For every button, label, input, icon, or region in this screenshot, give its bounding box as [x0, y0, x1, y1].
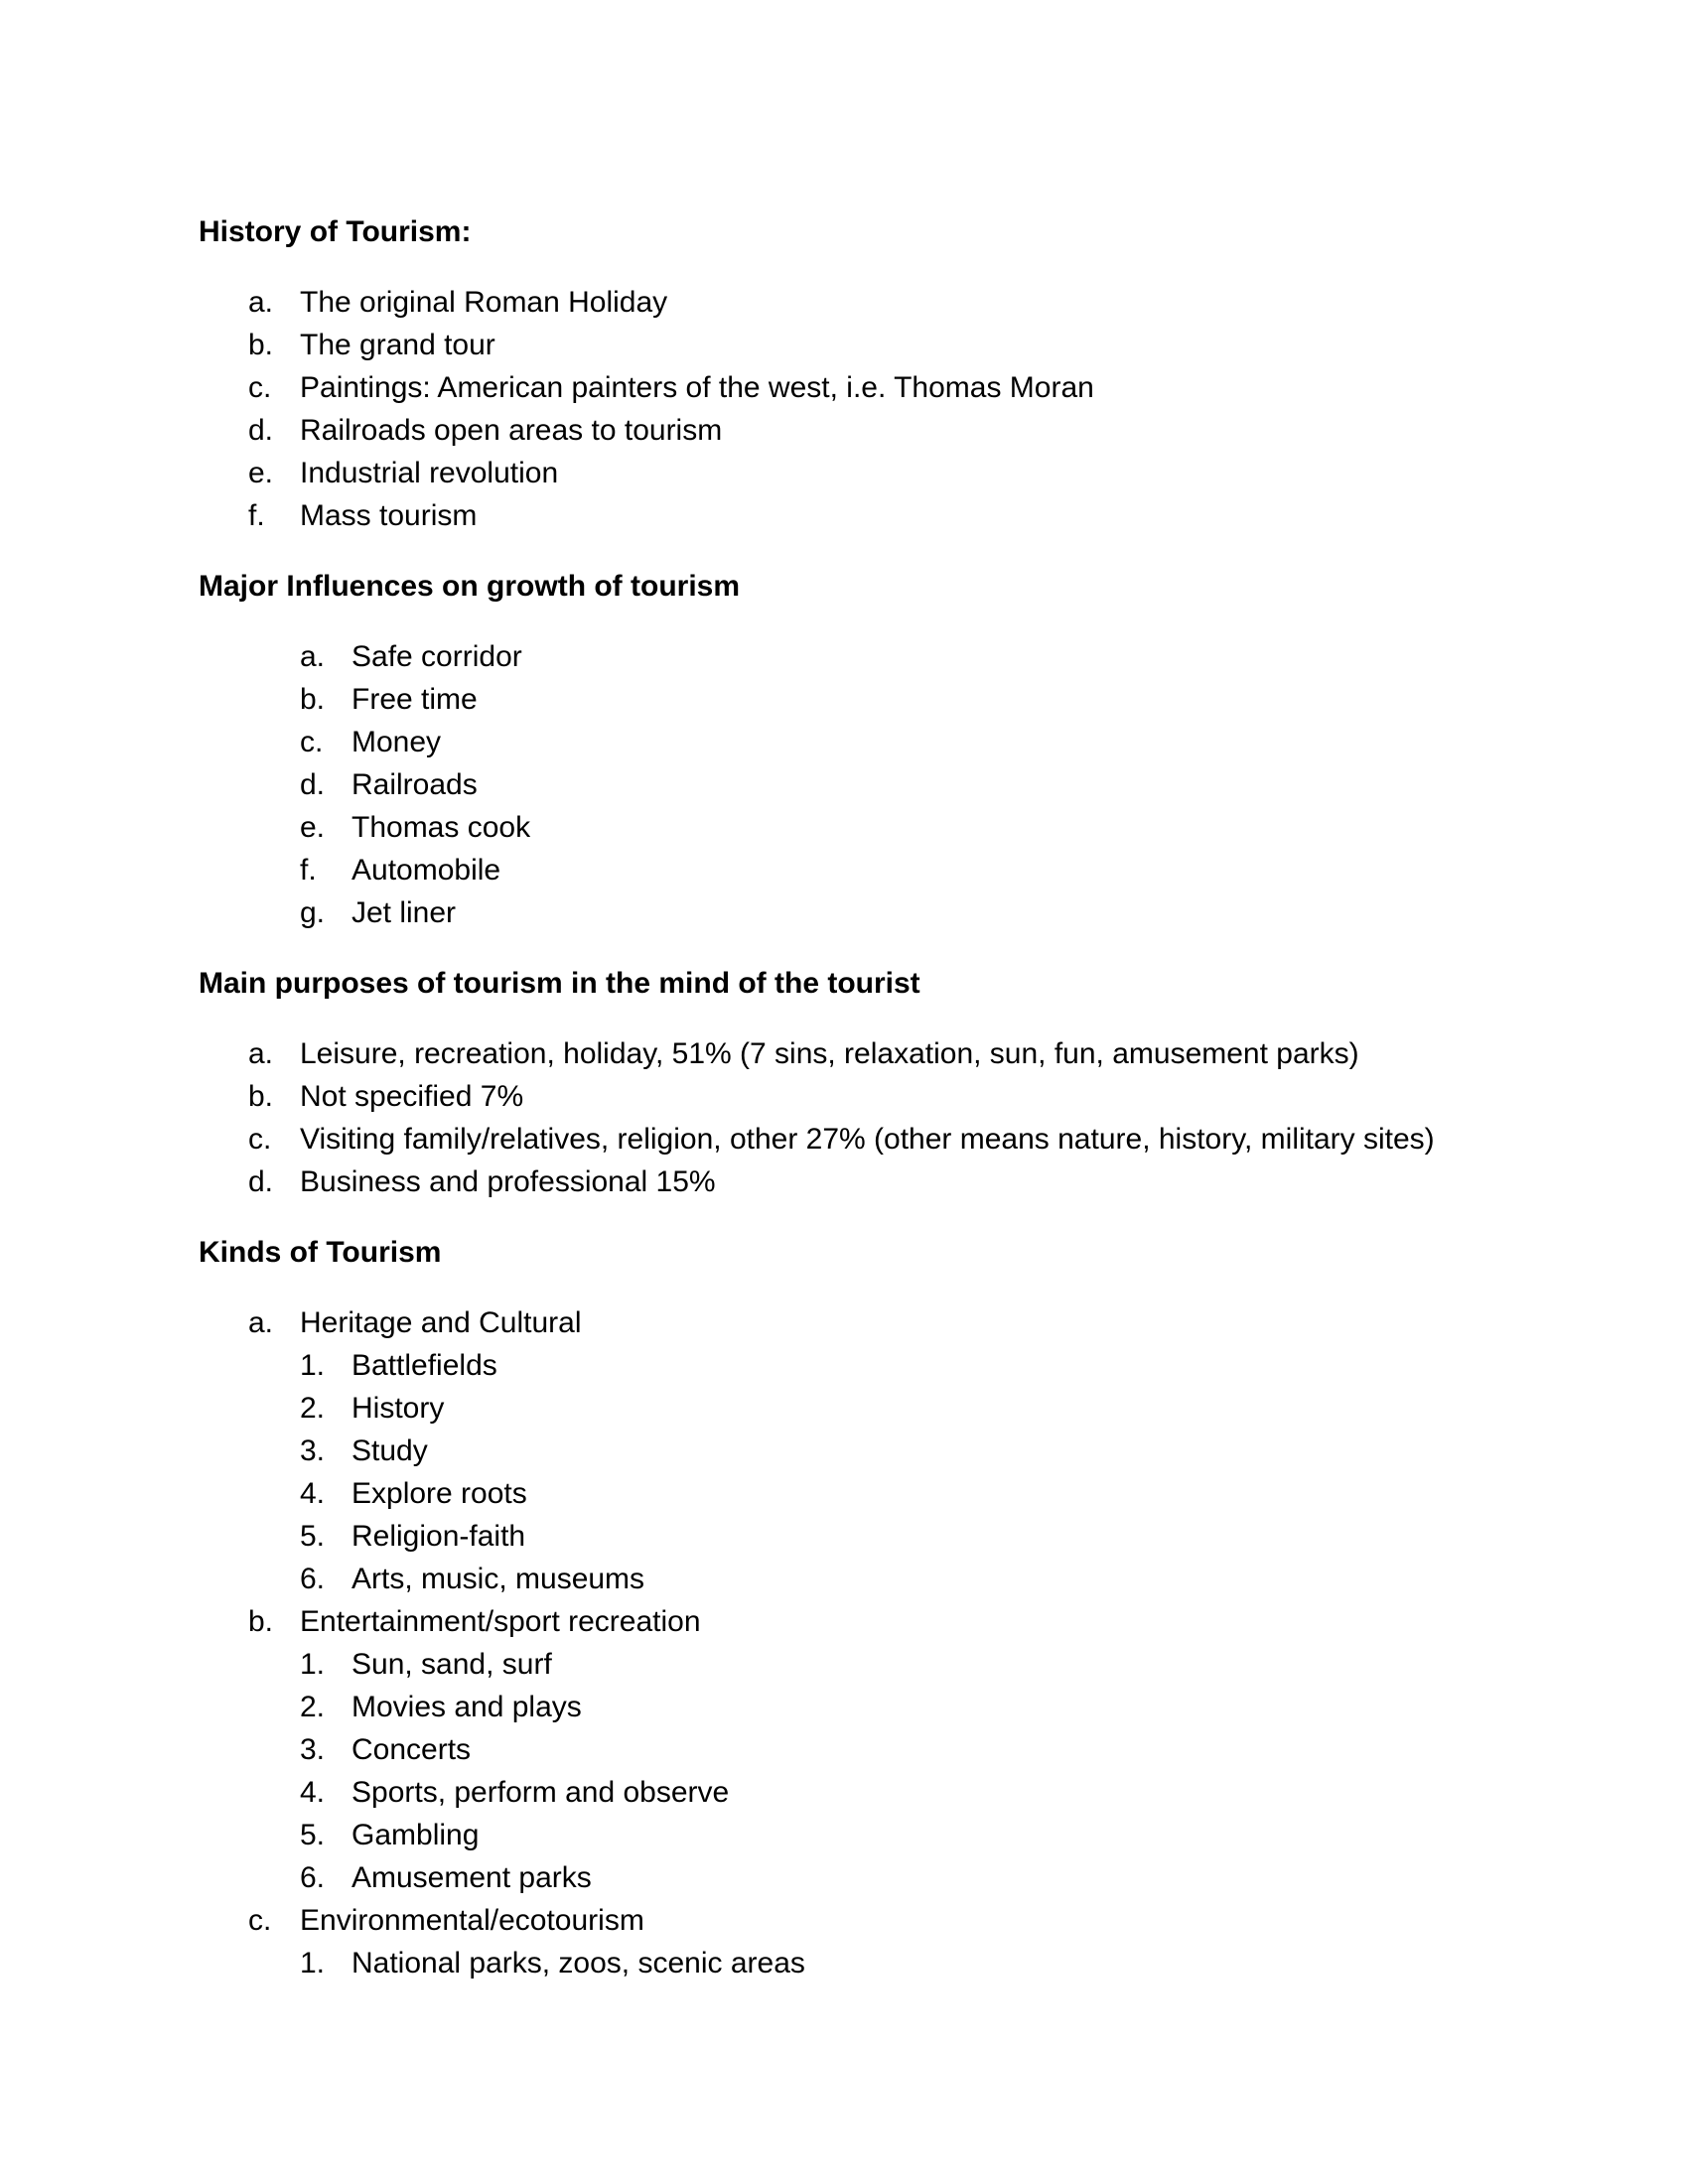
list-item [199, 1686, 1569, 1728]
list-item-marker: d. [248, 414, 274, 447]
section-heading-major-influences: Major Influences on growth of tourism [199, 570, 741, 603]
list-item-marker: 6. [300, 1861, 326, 1894]
list-item-text: Jet liner [352, 896, 457, 929]
list-item-text: The original Roman Holiday [300, 286, 668, 319]
list-item-text: Safe corridor [352, 640, 522, 673]
list-item [199, 849, 1569, 891]
list-item [199, 1771, 1569, 1814]
list-item-text: Money [352, 726, 442, 758]
list-item-marker: 4. [300, 1776, 326, 1809]
list-item-text: The grand tour [300, 329, 495, 361]
list-item-text: Automobile [352, 854, 501, 887]
list-item-text: Leisure, recreation, holiday, 51% (7 sins, relaxation, sun, fun, amusement parks) [300, 1037, 1359, 1070]
list-main-purposes [199, 1032, 1569, 1203]
list-item-marker: 1. [300, 1648, 326, 1681]
list-item [199, 1515, 1569, 1558]
list-item [199, 409, 1569, 452]
list-item-text: Thomas cook [352, 811, 531, 844]
list-item [199, 1344, 1569, 1387]
list-item-marker: d. [300, 768, 326, 801]
list-item-text: Religion-faith [352, 1520, 526, 1553]
list-item-marker: f. [300, 854, 317, 887]
list-item-marker: a. [300, 640, 326, 673]
list-item-text: Sun, sand, surf [352, 1648, 552, 1681]
list-item [199, 452, 1569, 494]
list-item-marker: 1. [300, 1947, 326, 1979]
list-item [199, 891, 1569, 934]
list-item-marker: 3. [300, 1434, 326, 1467]
list-item-text: Environmental/ecotourism [300, 1904, 644, 1937]
list-item-text: Movies and plays [352, 1691, 582, 1723]
list-item-marker: e. [248, 457, 274, 489]
list-item-text: Entertainment/sport recreation [300, 1605, 701, 1638]
list-item [199, 1301, 1569, 1344]
list-item-marker: c. [248, 371, 272, 404]
list-item-text: Not specified 7% [300, 1080, 524, 1113]
list-item [199, 1558, 1569, 1600]
list-item-text: Concerts [352, 1733, 472, 1766]
list-item-marker: e. [300, 811, 326, 844]
list-item [199, 763, 1569, 806]
list-item [199, 1430, 1569, 1472]
list-item [199, 1472, 1569, 1515]
list-item [199, 1728, 1569, 1771]
list-item-marker: c. [300, 726, 324, 758]
list-item [199, 1856, 1569, 1899]
list-history-of-tourism [199, 281, 1569, 537]
list-item-marker: b. [248, 1080, 274, 1113]
list-item-marker: 6. [300, 1563, 326, 1595]
list-item-marker: f. [248, 499, 265, 532]
list-item [199, 366, 1569, 409]
section-heading-kinds-of-tourism: Kinds of Tourism [199, 1236, 442, 1269]
list-item [199, 1118, 1569, 1160]
list-item-marker: a. [248, 1037, 274, 1070]
list-item-marker: a. [248, 1306, 274, 1339]
list-item [199, 1600, 1569, 1643]
list-item-text: Paintings: American painters of the west, i.e. Thomas Moran [300, 371, 1094, 404]
list-item-marker: 2. [300, 1691, 326, 1723]
list-item-text: Mass tourism [300, 499, 478, 532]
list-major-influences [199, 635, 1569, 934]
list-item-text: Railroads open areas to tourism [300, 414, 723, 447]
list-item-marker: b. [248, 329, 274, 361]
list-item-text: Heritage and Cultural [300, 1306, 582, 1339]
list-item [199, 1160, 1569, 1203]
list-item-marker: c. [248, 1904, 272, 1937]
list-item-marker: 1. [300, 1349, 326, 1382]
list-item-marker: 4. [300, 1477, 326, 1510]
list-item-marker: c. [248, 1123, 272, 1156]
list-item-text: National parks, zoos, scenic areas [352, 1947, 805, 1979]
list-item-text: Gambling [352, 1819, 480, 1851]
list-item-marker: b. [248, 1605, 274, 1638]
list-item [199, 324, 1569, 366]
list-item [199, 806, 1569, 849]
list-item [199, 494, 1569, 537]
list-item-text: Business and professional 15% [300, 1165, 716, 1198]
list-item [199, 635, 1569, 678]
list-item [199, 1075, 1569, 1118]
list-item-marker: 3. [300, 1733, 326, 1766]
list-item-text: Visiting family/relatives, religion, other 27% (other means nature, history, military sites) [300, 1123, 1435, 1156]
list-item [199, 1942, 1569, 1984]
list-item-text: Free time [352, 683, 478, 716]
list-item-marker: d. [248, 1165, 274, 1198]
list-item-text: Amusement parks [352, 1861, 592, 1894]
list-item [199, 1899, 1569, 1942]
list-item [199, 1387, 1569, 1430]
list-item-text: Arts, music, museums [352, 1563, 645, 1595]
list-kinds-of-tourism [199, 1301, 1569, 1984]
list-item-text: Explore roots [352, 1477, 527, 1510]
list-item-text: Industrial revolution [300, 457, 559, 489]
list-item [199, 281, 1569, 324]
list-item-marker: g. [300, 896, 326, 929]
list-item [199, 678, 1569, 721]
list-item-text: Sports, perform and observe [352, 1776, 730, 1809]
list-item-marker: a. [248, 286, 274, 319]
list-item-text: Battlefields [352, 1349, 497, 1382]
list-item-text: Railroads [352, 768, 478, 801]
list-item [199, 1643, 1569, 1686]
list-item [199, 1814, 1569, 1856]
list-item-marker: 5. [300, 1819, 326, 1851]
list-item-text: History [352, 1392, 445, 1425]
list-item-text: Study [352, 1434, 428, 1467]
list-item-marker: b. [300, 683, 326, 716]
list-item [199, 1032, 1569, 1075]
list-item-marker: 5. [300, 1520, 326, 1553]
list-item [199, 721, 1569, 763]
section-heading-main-purposes: Main purposes of tourism in the mind of the tourist [199, 967, 920, 1000]
list-item-marker: 2. [300, 1392, 326, 1425]
section-heading-history-of-tourism: History of Tourism: [199, 215, 472, 248]
